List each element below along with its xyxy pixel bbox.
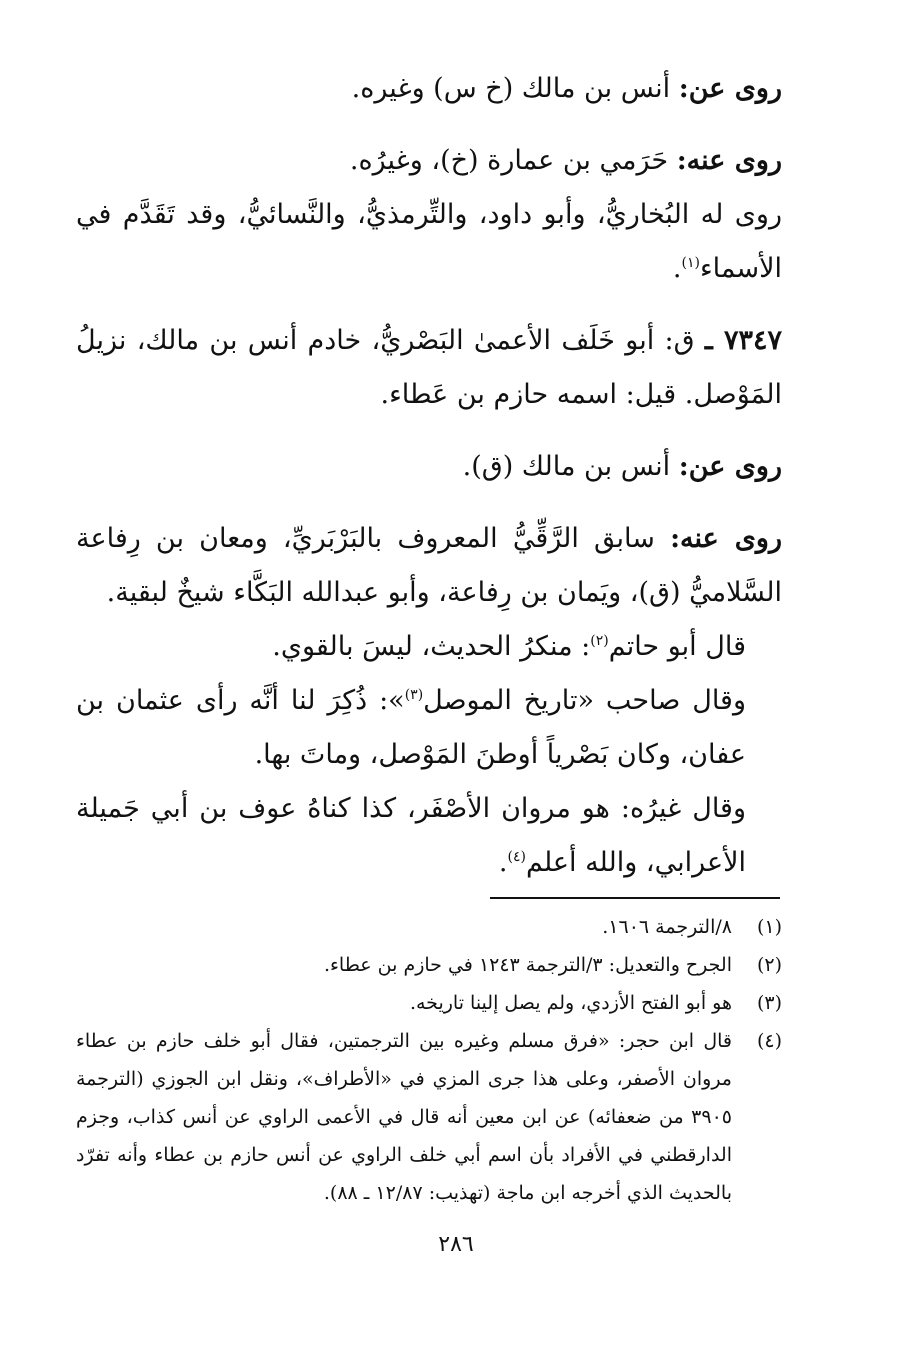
abu-hatim-line bbox=[76, 620, 782, 674]
footnote-text: الجرح والتعديل: ٣/الترجمة ١٢٤٣ في حازم بن عطاء. bbox=[323, 954, 732, 976]
abu-hatim-text: قال أبو حاتم bbox=[608, 631, 746, 662]
footnote-ref-3: (٣) bbox=[404, 687, 424, 703]
footnote-number: (٤) bbox=[756, 1030, 782, 1052]
entry-heading bbox=[76, 314, 782, 422]
main-text bbox=[76, 62, 782, 890]
ghairuhu-end: . bbox=[498, 847, 508, 878]
footnote-text: ٨/الترجمة ١٦٠٦. bbox=[602, 916, 732, 938]
footnote-1 bbox=[76, 908, 782, 946]
sahib-paragraph bbox=[76, 674, 782, 782]
rawa-lahu-text: روى له البُخاريُّ، وأبو داود، والتِّرمذيُّ، والنَّسائيُّ، وقد تَقَدَّم في الأسماء bbox=[76, 199, 782, 284]
rawa-an-text: أنس بن مالك (خ س) وغيره. bbox=[351, 73, 671, 104]
entry-heading-text: ق: أبو خَلَف الأعمىٰ البَصْريُّ، خادم أنس بن مالك، نزيلُ المَوْصل. قيل: اسمه حازم بن عَطاء. bbox=[76, 325, 782, 410]
entry-rawa-anhu-paragraph bbox=[76, 512, 782, 620]
rawa-lahu-end: . bbox=[672, 253, 682, 284]
ghairuhu-text: وقال غيرُه: هو مروان الأصْفَر، كذا كناهُ عوف بن أبي جَميلة الأعرابي، والله أعلم bbox=[76, 793, 746, 878]
rawa-lahu-paragraph bbox=[76, 188, 782, 296]
page-number: ٢٨٦ bbox=[438, 1232, 474, 1257]
abu-hatim-rest: : منكرُ الحديث، ليسَ بالقوي. bbox=[272, 631, 591, 662]
entry-rawa-an-text: أنس بن مالك (ق). bbox=[462, 451, 671, 482]
rawa-an-line bbox=[76, 62, 782, 116]
footnote-number: (٢) bbox=[756, 954, 782, 976]
entry-number: ٧٣٤٧ ـ bbox=[704, 325, 782, 356]
sahib-rest: »: ذُكِرَ لنا أنَّه رأى عثمان بن عفان، وكان بَصْرياً أوطنَ المَوْصل، وماتَ بها. bbox=[76, 685, 746, 770]
footnote-4 bbox=[76, 1022, 782, 1212]
rawa-an-label: روى عن: bbox=[678, 73, 782, 104]
footnotes bbox=[76, 908, 782, 1212]
rawa-anhu-text: حَرَمي بن عمارة (خ)، وغيرُه. bbox=[349, 145, 669, 176]
rawa-anhu-label: روى عنه: bbox=[676, 145, 782, 176]
footnote-number: (١) bbox=[756, 916, 782, 938]
footnote-ref-4: (٤) bbox=[507, 849, 526, 865]
entry-rawa-anhu-label: روى عنه: bbox=[670, 523, 782, 554]
footnote-text: هو أبو الفتح الأزدي، ولم يصل إلينا تاريخه. bbox=[409, 992, 732, 1014]
footnote-3 bbox=[76, 984, 782, 1022]
footnote-number: (٣) bbox=[756, 992, 782, 1014]
footnote-text: قال ابن حجر: «فرق مسلم وغيره بين الترجمتين، فقال أبو خلف حازم بن عطاء مروان الأصفر، وعلى هذا جرى المزي في «الأطراف»، ونقل ابن الجوزي (الترجمة ٣٩٠٥ من ضعفائه) عن ابن معين أنه قال في الأعمى الراوي عن أنس كذاب، وجزم الدارقطني في الأفراد بأن اسم أبي خلف الراوي عن أنس حازم بن عطاء وأنه تفرّد بالحديث الذي أخرجه ابن ماجة (تهذيب: ١٢/٨٧ ـ ٨٨). bbox=[76, 1030, 732, 1204]
sahib-text: وقال صاحب «تاريخ الموصل bbox=[423, 685, 746, 716]
footnote-separator bbox=[490, 897, 780, 899]
ghairuhu-paragraph bbox=[76, 782, 782, 890]
rawa-anhu-line bbox=[76, 134, 782, 188]
entry-rawa-an-line bbox=[76, 440, 782, 494]
footnote-ref-2: (٢) bbox=[590, 633, 609, 649]
footnote-2 bbox=[76, 946, 782, 984]
entry-rawa-an-label: روى عن: bbox=[678, 451, 782, 482]
entry-rawa-anhu-text: سابق الرَّقِّيُّ المعروف بالبَرْبَريِّ، ومعان بن رِفاعة السَّلاميُّ (ق)، ويَمان بن رِفاعة، وأبو عبدالله البَكَّاء شيخٌ لبقية. bbox=[76, 523, 782, 608]
footnote-ref-1: (١) bbox=[681, 255, 700, 271]
